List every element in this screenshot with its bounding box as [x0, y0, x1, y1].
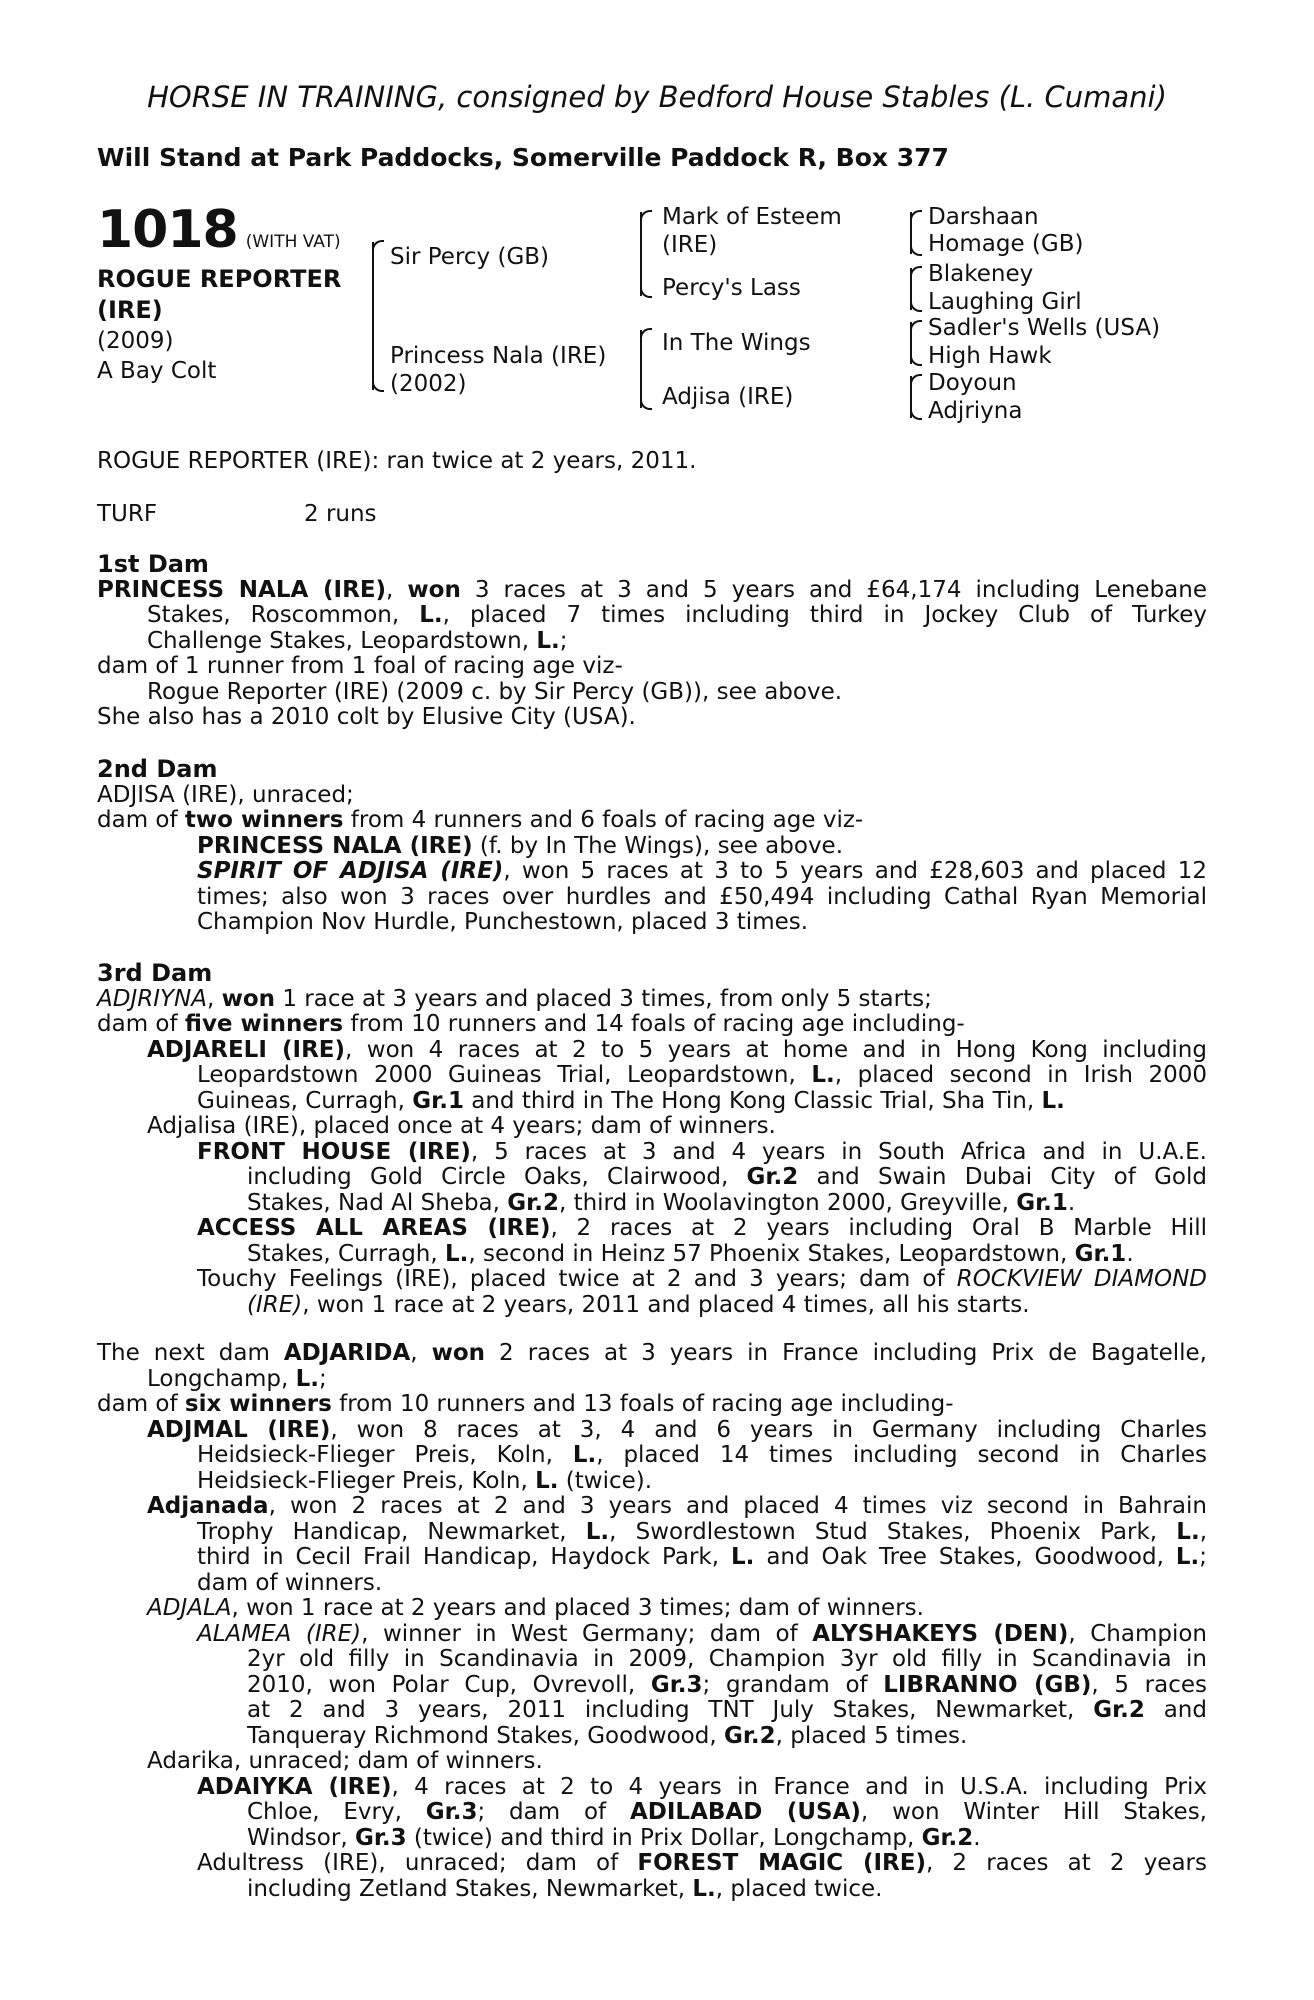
first-dam-line [97, 603, 1207, 629]
won-label: won [221, 985, 276, 1012]
text: (f. by In The Wings), see above. [472, 832, 844, 859]
next-dam-line [97, 1341, 1207, 1367]
pedigree-dam [390, 342, 606, 398]
offspring-name: ALAMEA (IRE) [197, 1620, 362, 1647]
next-dam-line [97, 1698, 1207, 1724]
group-label: Gr.1 [1016, 1189, 1068, 1216]
vat-label: (WITH VAT) [245, 232, 341, 252]
next-dam-line [97, 1826, 1207, 1852]
text: dam of [97, 807, 185, 833]
text: 1 race at 3 years and placed 3 times, from only 5 starts; [275, 985, 932, 1012]
text: including Gold Circle Oaks, Clairwood, [247, 1164, 747, 1190]
third-dam-line [97, 1242, 1207, 1268]
pedigree-g2: Homage (GB) [928, 231, 1084, 257]
text: at 2 and 3 years, 2011 including TNT July Stakes, Newmarket, [247, 1697, 1094, 1723]
offspring-name: Adjanada [147, 1493, 269, 1519]
text: Challenge Stakes, Leopardstown, [147, 627, 537, 654]
text: ; dam of [477, 1799, 630, 1825]
turf-label: TURF [97, 501, 158, 527]
won-label: won [407, 576, 461, 603]
race-record: ROGUE REPORTER (IRE): ran twice at 2 years, 2011. [97, 448, 697, 474]
text: , Champion [1068, 1620, 1207, 1647]
next-dam-line [97, 1673, 1207, 1699]
horse-name [97, 264, 397, 326]
second-dam-line [97, 859, 1207, 885]
next-dam-line [97, 1494, 1207, 1520]
group-label: Gr.2 [723, 1722, 776, 1749]
pedigree-brace-dam [640, 330, 642, 408]
text: (twice) and third in Prix Dollar, Longchamp, [406, 1824, 922, 1851]
race-summary [97, 449, 1207, 475]
pedigree-brace-g56 [910, 322, 912, 364]
text: . [1067, 1189, 1076, 1216]
text: Tanqueray Richmond Stakes, Goodwood, [247, 1722, 724, 1749]
text: from 10 runners and 14 foals of racing age including- [343, 1011, 965, 1037]
second-dam-line [97, 808, 1207, 834]
text: , placed 14 times including second in Charles [596, 1442, 1207, 1468]
pedigree-g3: Blakeney [928, 261, 1034, 287]
text: from 10 runners and 13 foals of racing age including- [331, 1391, 954, 1417]
text: , won 1 race at 2 years and placed 3 times; dam of winners. [231, 1595, 924, 1621]
third-dam-line [97, 1165, 1207, 1191]
third-dam-line [97, 1012, 1207, 1038]
text: , won 8 races at 3, 4 and 6 years in Germany including Charles [330, 1416, 1207, 1443]
text: . [1126, 1240, 1134, 1267]
listed-label: L. [811, 1062, 835, 1088]
text: , 2 races at 2 years including Oral B Marble Hill [550, 1215, 1208, 1241]
first-dam-line: dam of 1 runner from 1 foal of racing age viz- [97, 653, 623, 679]
listed-label: L. [1041, 1087, 1065, 1114]
listed-label: L. [1175, 1544, 1200, 1570]
listed-label: L. [585, 1518, 610, 1545]
text: and [1144, 1697, 1207, 1723]
text: Leopardstown 2000 Guineas Trial, Leopardstown, [197, 1062, 812, 1088]
third-dam-line [97, 987, 1207, 1013]
offspring-name: ADJALA [147, 1595, 232, 1621]
second-dam-line: Champion Nov Hurdle, Punchestown, placed 3 times. [197, 909, 809, 935]
text: including Zetland Stakes, Newmarket, [247, 1875, 693, 1902]
listed-label: L. [419, 602, 443, 628]
dam-name: ADJRIYNA [97, 985, 207, 1012]
group-label: Gr.2 [921, 1824, 974, 1851]
group-label: Gr.2 [746, 1164, 799, 1190]
pedigree-sire-dam: Percy's Lass [662, 275, 801, 301]
text: , third in Woolavington 2000, Greyville, [558, 1189, 1017, 1216]
next-dam-line [97, 1775, 1207, 1801]
dam-name: ADJARIDA [283, 1340, 411, 1366]
offspring-name: FOREST MAGIC (IRE) [637, 1850, 926, 1876]
horse-description: A Bay Colt [97, 358, 217, 384]
text: Touchy Feelings (IRE), placed twice at 2 and 3 years; dam of [197, 1266, 957, 1292]
text: , [410, 1340, 432, 1366]
text: , won 2 races at 2 and 3 years and placed 4 times viz second in Bahrain [268, 1493, 1207, 1519]
text: and Oak Tree Stakes, Goodwood, [754, 1544, 1176, 1570]
third-dam-line [97, 1293, 1207, 1319]
lot-block [97, 200, 397, 386]
text: and Swain Dubai City of Gold [798, 1164, 1207, 1190]
text: and third in The Hong Kong Classic Trial, Sha Tin, [463, 1087, 1042, 1114]
text: Stakes, Curragh, [247, 1240, 446, 1267]
next-dam-line: Adarika, unraced; dam of winners. [147, 1748, 543, 1774]
text: , second in Heinz 57 Phoenix Stakes, Leopardstown, [468, 1240, 1075, 1267]
group-label: Gr.3 [354, 1824, 407, 1851]
second-dam-line: times; also won 3 races over hurdles and £50,494 including Cathal Ryan Memorial [197, 883, 1207, 910]
listed-label: L. [730, 1544, 755, 1570]
offspring-name: ACCESS ALL AREAS (IRE) [197, 1215, 551, 1241]
text: , 5 races [1091, 1671, 1207, 1698]
second-dam-line: ADJISA (IRE), unraced; [97, 781, 354, 808]
pedigree-dam-name: Princess Nala (IRE) [390, 343, 607, 369]
text: dam of [97, 1011, 185, 1037]
text: , placed 5 times. [775, 1722, 968, 1749]
lot-number: 1018 [97, 200, 238, 260]
text: , Swordlestown Stud Stakes, Phoenix Park, [609, 1518, 1177, 1545]
group-label: Gr.3 [650, 1671, 703, 1698]
pedigree-sire: Sir Percy (GB) [390, 244, 550, 270]
next-dam-line [97, 1622, 1207, 1648]
text: ; [559, 627, 568, 654]
listed-label: L. [535, 1467, 559, 1494]
pedigree-brace-g78 [910, 376, 912, 418]
next-dam-line [97, 1545, 1207, 1571]
pedigree-sire-sire-name: Mark of Esteem [662, 204, 842, 230]
next-dam-line [97, 1418, 1207, 1444]
first-dam-line [97, 629, 1207, 655]
text: , won Winter Hill Stakes, [860, 1799, 1207, 1825]
third-dam-heading: 3rd Dam [97, 959, 213, 987]
third-dam-line [97, 1216, 1207, 1242]
listed-label: L. [1176, 1518, 1200, 1545]
third-dam-line [97, 1140, 1207, 1166]
pedigree-brace-sire [640, 212, 642, 296]
pedigree-g1: Darshaan [928, 204, 1039, 230]
first-dam-line: Rogue Reporter (IRE) (2009 c. by Sir Percy (GB)), see above. [147, 678, 843, 705]
text: , 5 races at 3 and 4 years in South Africa and in U.A.E. [470, 1138, 1207, 1165]
text: , placed second in Irish 2000 [834, 1062, 1207, 1088]
offspring-name: ROCKVIEW DIAMOND [956, 1266, 1207, 1292]
text: , won 1 race at 2 years, 2011 and placed 4 times, all his starts. [302, 1291, 1030, 1318]
listed-label: L. [536, 627, 560, 654]
next-dam-line [97, 1596, 1207, 1622]
text: 3 races at 3 and 5 years and £64,174 including Lenebane [460, 576, 1208, 603]
next-dam-line [97, 1724, 1207, 1750]
next-dam-line [97, 1469, 1207, 1495]
next-dam-line [97, 1851, 1207, 1877]
horse-name-line1: ROGUE REPORTER [97, 265, 342, 293]
third-dam-line [97, 1038, 1207, 1064]
page-header: HORSE IN TRAINING, consigned by Bedford House Stables (L. Cumani) [147, 80, 1167, 114]
first-dam-heading: 1st Dam [97, 550, 209, 578]
next-dam-line [97, 1877, 1207, 1903]
offspring-name: ADJARELI (IRE) [147, 1036, 346, 1063]
text: Trophy Handicap, Newmarket, [197, 1518, 586, 1545]
text: , [1199, 1518, 1208, 1545]
pedigree-g7: Doyoun [928, 370, 1017, 396]
listed-label: L. [445, 1240, 469, 1267]
offspring-name: (IRE) [247, 1291, 303, 1318]
turf-record [97, 502, 1207, 528]
pedigree-g5: Sadler's Wells (USA) [928, 315, 1161, 341]
text: , won 5 races at 3 to 5 years and £28,603 and placed 12 [503, 858, 1207, 884]
offspring-name: ADAIYKA (IRE) [197, 1773, 392, 1800]
text: Chloe, Evry, [247, 1799, 426, 1825]
offspring-name: ALYSHAKEYS (DEN) [812, 1620, 1069, 1647]
pedigree-dam-year: (2002) [390, 371, 467, 397]
listed-label: L. [692, 1875, 716, 1902]
offspring-name: SPIRIT OF ADJISA (IRE) [197, 858, 504, 884]
winners-count: two winners [184, 807, 344, 833]
first-dam-line: PRINCESS NALA (IRE), won 3 races at 3 and 5 years and £64,174 including Lenebane [97, 576, 1208, 603]
third-dam-section [97, 961, 1207, 1318]
group-label: Gr.3 [425, 1799, 478, 1825]
text: from 4 runners and 6 foals of racing age viz- [343, 807, 864, 833]
text: Stakes, Nad Al Sheba, [247, 1189, 508, 1216]
text: , won 4 races at 2 to 5 years at home and in Hong Kong including [345, 1036, 1207, 1063]
text: , placed twice. [715, 1875, 883, 1902]
text: , placed 7 times including third in Jockey Club of Turkey [442, 602, 1207, 628]
offspring-name: PRINCESS NALA (IRE) [197, 832, 473, 859]
next-dam-line: dam of winners. [197, 1569, 383, 1596]
pedigree-dam-sire: In The Wings [662, 330, 811, 356]
first-dam-section [97, 552, 1207, 731]
third-dam-line [97, 1191, 1207, 1217]
text: Guineas, Curragh, [197, 1087, 413, 1114]
pedigree-g6: High Hawk [928, 343, 1052, 369]
turf-runs: 2 runs [304, 501, 377, 527]
third-dam-line [97, 1267, 1207, 1293]
text: . [973, 1824, 981, 1851]
listed-label: L. [295, 1365, 320, 1392]
text: Adultress (IRE), unraced; dam of [197, 1850, 638, 1876]
next-dam-section [97, 1341, 1207, 1902]
stand-location: Will Stand at Park Paddocks, Somerville Paddock R, Box 377 [97, 143, 949, 172]
text: dam of [97, 1391, 185, 1417]
winners-count: six winners [184, 1391, 332, 1417]
pedigree-g4: Laughing Girl [928, 289, 1082, 315]
group-label: Gr.1 [412, 1087, 464, 1114]
pedigree-sire-sire [662, 203, 842, 259]
text: , [206, 985, 222, 1012]
text: , 2 races at 2 years [925, 1850, 1207, 1876]
group-label: Gr.2 [1093, 1697, 1145, 1723]
second-dam-line [97, 834, 1207, 860]
next-dam-line: 2yr old filly in Scandinavia in 2009, Champion 3yr old filly in Scandinavia in [247, 1646, 1207, 1672]
group-label: Gr.2 [507, 1189, 559, 1216]
pedigree-brace-g12 [910, 212, 912, 254]
dam-name: PRINCESS NALA (IRE) [97, 576, 387, 603]
won-label: won [431, 1340, 486, 1366]
foaling-year: (2009) [97, 328, 174, 354]
lot-number-line [97, 200, 397, 260]
first-dam-line: She also has a 2010 colt by Elusive City (USA). [97, 704, 636, 730]
text: ; grandam of [702, 1671, 884, 1698]
text: , winner in West Germany; dam of [361, 1620, 813, 1647]
next-dam-line [97, 1443, 1207, 1469]
pedigree-dam-dam: Adjisa (IRE) [662, 384, 794, 410]
listed-label: L. [572, 1442, 597, 1468]
offspring-name: ADILABAD (USA) [629, 1799, 861, 1825]
text: Stakes, Roscommon, [147, 602, 420, 628]
text: Longchamp, [147, 1365, 296, 1392]
next-dam-line [97, 1392, 1207, 1418]
pedigree-brace-g34 [910, 268, 912, 310]
pedigree-brace-main [372, 242, 374, 390]
pedigree-sire-sire-country: (IRE) [662, 232, 718, 258]
second-dam-section [97, 757, 1207, 936]
text: Heidsieck-Flieger Preis, Koln, [197, 1467, 536, 1494]
next-dam-line [97, 1520, 1207, 1546]
pedigree-g8: Adjriyna [928, 398, 1023, 424]
text: 2010, won Polar Cup, Ovrevoll, [247, 1671, 651, 1698]
offspring-name: ADJMAL (IRE) [147, 1416, 331, 1443]
text: ; [1199, 1544, 1207, 1570]
group-label: Gr.1 [1074, 1240, 1127, 1267]
text: third in Cecil Frail Handicap, Haydock Park, [197, 1544, 731, 1570]
third-dam-line: Adjalisa (IRE), placed once at 4 years; dam of winners. [147, 1113, 776, 1139]
text: Windsor, [247, 1824, 355, 1851]
offspring-name: LIBRANNO (GB) [883, 1671, 1092, 1698]
winners-count: five winners [184, 1011, 344, 1037]
third-dam-line [97, 1089, 1207, 1115]
text: (twice). [558, 1467, 653, 1494]
next-dam-line [97, 1367, 1207, 1393]
text: Heidsieck-Flieger Preis, Koln, [197, 1442, 573, 1468]
text: The next dam [97, 1340, 284, 1366]
next-dam-line [97, 1800, 1207, 1826]
second-dam-heading: 2nd Dam [97, 755, 218, 783]
third-dam-line [97, 1063, 1207, 1089]
text: ; [319, 1365, 327, 1392]
horse-name-line2: (IRE) [97, 296, 163, 324]
offspring-name: FRONT HOUSE (IRE) [197, 1138, 471, 1165]
text: , 4 races at 2 to 4 years in France and in U.S.A. including Prix [391, 1773, 1207, 1800]
text: 2 races at 3 years in France including Prix de Bagatelle, [485, 1340, 1207, 1366]
